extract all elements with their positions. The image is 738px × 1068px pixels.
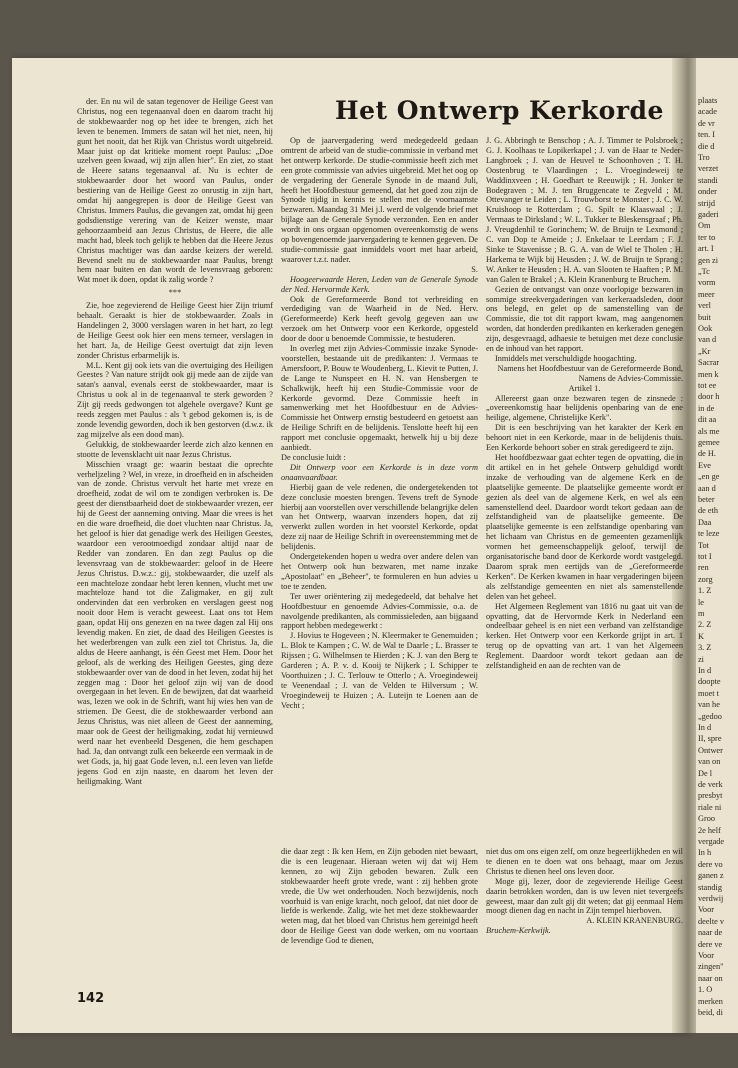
paragraph: Namens het Hoofdbestuur van de Gereformeerde Bond, xyxy=(497,363,683,373)
adjacent-page-fragment: de verk xyxy=(698,780,723,789)
paragraph: der. En nu wil de satan tegenover de Heilige Geest van Christus, nog een tegenaanval doen en daarom tracht hij de stokbewaarder nog op het idee te brengen, zich het leven te benemen. Immers de satan wil het niet, neen, hij gunt het nooit, dat het Rijk van Christus wordt uitgebreid. Maar juist op dat kritieke moment roept Paulus: „Doe uzelven geen kwaad, wij zijn allen hier". En ziet, zo staat de Heere satans tegenaanval af. Nu is echter de stokbewaarder door het woord van Paulus, onder bestiering van de Heilige Geest zo onrustig in zijn hart, omdat hij aangegrepen is door de Heilige Geest van Christus. Immers Paulus, die gevangen zat, omdat hij geen godsdienstige verering van de Keizer wenste, maar gehoorzaambeid aan Jezus Christus, de Heere, die alle macht had, bleek toch gelijk te hebben dat die Heere Jezus Christus machtiger was dan aardse keizers der wereld. Bevend snelt nu de stokbewaarder naar Paulus, brengt hem naar buiten en dan wordt de levensvraag geboren: Wat moet ik doen, opdat ik zalig worde ? xyxy=(77,97,273,285)
paragraph: De conclusie luidt : xyxy=(281,453,346,462)
paragraph: M.L. Kent gij ook iets van die overtuiging des Heiligen Geestes ? Van nature strijdt ook gij mede aan de zijde van satan's aanval, evenals eerst de stokbewaarder, maar is Christus u ook al in de tegenaanval te sterk geworden ? Zijt gij reeds gedwongen tot algehele overgave? Kunt ge reeds zeggen met Paulus : als 't gebod gekomen is, is de zonde levendig geworden, doch ik ben gestorven (d.w.z. ik zag mijzelve als een dood man). xyxy=(77,360,273,439)
adjacent-page-fragment: ter to xyxy=(698,232,716,242)
adjacent-page-fragment: Om xyxy=(698,221,711,231)
adjacent-page-fragment: le xyxy=(698,597,704,607)
adjacent-page-fragment: tot I xyxy=(698,552,712,561)
page-number: 142 xyxy=(77,991,105,1006)
paragraph: Namens de Advies-Commissie. xyxy=(578,373,683,383)
adjacent-page-fragment: dere ve xyxy=(698,939,723,949)
paragraph: J. Hovius te Hogeveen ; N. Kleermaker te Genemuiden ; L. Blok te Kampen ; C. W. de Wal te Daarle ; L. Brasser te Rijssen ; G. Wilhelmsen te Hierden ; K. J. van den Berg te Garderen ; A. P. v. d. Kooij te Nijkerk ; I. Schipper te Voorthuizen ; J. C. Terlouw te Otterlo ; A. Vroegindeweij te Veenendaal ; J. van de Velden te Hilversum ; W. Vroegindeweij te Huizen ; A. Luteijn te Loenen aan de Vecht ; xyxy=(281,631,478,710)
adjacent-page-fragment: acade xyxy=(698,107,717,117)
adjacent-page-fragment: ten. I xyxy=(698,130,716,140)
column-left xyxy=(77,97,273,985)
adjacent-page-fragment: ren xyxy=(698,563,709,573)
adjacent-page-fragment: gemee xyxy=(698,438,720,447)
adjacent-page-fragment: zorg xyxy=(698,574,713,584)
adjacent-page-fragment: „gedoo xyxy=(698,711,722,721)
adjacent-page-fragment: Voor xyxy=(698,905,714,915)
adjacent-page-fragment: 3. Z xyxy=(698,643,712,653)
adjacent-page-fragment: dere vo xyxy=(698,859,723,869)
adjacent-page-fragment: verzet xyxy=(698,164,719,174)
adjacent-page-fragment: In h xyxy=(698,848,712,858)
adjacent-page-fragment: dit aa xyxy=(698,415,717,425)
adjacent-page-fragment: 2. Z xyxy=(698,620,712,630)
adjacent-page-fragment: 2e helf xyxy=(698,825,721,835)
adjacent-page-fragment: Groo xyxy=(698,814,716,824)
adjacent-page-fragment: doopte xyxy=(698,677,721,687)
adjacent-page-fragment: merken xyxy=(698,996,723,1006)
adjacent-page-fragment: naar on xyxy=(698,973,723,983)
adjacent-page-fragment: „Tc xyxy=(698,267,710,276)
paragraph: Hierbij gaan de vele redenen, die ondergetekenden tot deze conclusie moesten brengen. Tevens treft de Synode hierbij aan voorstellen over verschillende belangrijke delen van het Ontwerp, waarvan inzenders hopen, dat zij verwerkt zullen worden in het voorstel Kerkorde, opdat deze zij naar de Heilige Schrift in overeenstemming met de belijdenis. xyxy=(281,482,478,552)
paragraph: Bruchem-Kerkwijk. xyxy=(486,926,551,936)
adjacent-page-fragment: gen zi xyxy=(698,255,719,265)
paragraph: S. xyxy=(471,264,478,274)
adjacent-page-fragment: beid, di xyxy=(698,1008,723,1017)
paragraph: In overleg met zijn Advies-Commissie inzake Synode-voorstellen, bestaande uit de predikanten: J. Vermaas te Amersfoort, P. Bouw te Woudenberg, L. Kievit te Putten, J. de Lange te Nunspeet en H. N. van Hensbergen te Schalkwijk, heeft hij een Studie-Commissie voor de Kerkorde gevormd. Deze Commissie heeft in samenwerking met het Hoofdbestuur en de Advies-Commissie het Ontwerp ernstig bestudeerd en getoetst aan de Heilige Schrift en de belijdenis. Tenslotte heeft hij een rapport met conclusie opgemaakt, hetwelk hij u bij deze aanbiedt. xyxy=(281,344,478,453)
paragraph: Gezien de ontvangst van onze voorlopige bezwaren in sommige streekvergaderingen van kerkeraadsleden, door ons belegd, en gelet op de samenstelling van de Commissie, die tot dit rapport kwam, mag aangenomen worden, dat honderden predikanten en kerkeraden genegen zijn, desgevraagd, adhaesie te betuigen met deze conclusie en de inhoud van het rapport. xyxy=(486,284,683,354)
paragraph: Inmiddels met verschuldigde hoogachting. xyxy=(495,353,637,363)
adjacent-page-fragment: Ook xyxy=(698,324,713,333)
adjacent-page-edge xyxy=(696,58,738,1033)
paragraph: Artikel 1. xyxy=(568,383,601,393)
adjacent-page-fragment: gaderi xyxy=(698,210,719,219)
adjacent-page-fragment: de vr xyxy=(698,118,715,128)
paragraph: Ondergetekenden hopen u wedra over andere delen van het Ontwerp ook hun bezwaren, met name inzake „Apostolaat" en „Beheer", te formuleren en hun advies u toe te zenden. xyxy=(281,552,478,591)
paragraph: Dit Ontwerp voor een Kerkorde is in deze vorm onaanvaardbaar. xyxy=(281,462,478,482)
paragraph: die daar zegt : Ik ken Hem, en Zijn geboden niet bewaart, die is een leugenaar. Hieraan weten wij dat wij Hem kennen, zo wij Zijn geboden bewaren. Zulk een stokbewaarder heeft grote vrede, want : zij hebben grote vrede, die Uw wet onderhouden. Noch bezwijdenis, noch voorhuid is van enige kracht, noch geloof, dat niet door de liefde is werkende. Zalig, wie het met deze stokbewaarder weten mag, dat het bloed van Christus hem gereinigd heeft door de Heilige Geest van dode werken, om nu voortaan de levendige God te dienen, xyxy=(281,847,478,946)
adjacent-page-fragment: zi xyxy=(698,654,704,664)
adjacent-page-fragment: In d xyxy=(698,666,712,675)
adjacent-page-fragment: ganen z xyxy=(698,871,724,881)
adjacent-page-fragment: De l xyxy=(698,768,713,778)
paragraph: *** xyxy=(168,288,182,298)
adjacent-page-fragment: In d xyxy=(698,723,712,732)
adjacent-page-fragment: in de xyxy=(698,403,715,413)
paragraph: Zie, hoe zegevierend de Heilige Geest hier Zijn triumf behaalt. Geraakt is hier de stokbewaarder. Zoals in Handelingen 2, 3000 verslagen waren in het hart, zo legt de Heilige Geest ook hier een mens terneer, verslagen in het hart. Ja, de Heilige Geest overtuigt dat zijn leven zonder Christus erbarmelijk is. xyxy=(77,301,273,360)
adjacent-page-fragment: presbyt xyxy=(698,791,723,801)
paragraph: A. KLEIN KRANENBURG. xyxy=(586,916,683,926)
paragraph: Hoogeerwaarde Heren, Leden van de Generale Synode der Ned. Hervormde Kerk. xyxy=(281,274,478,294)
adjacent-page-fragment: „en ge xyxy=(698,472,720,482)
adjacent-page-fragment: standi xyxy=(698,175,718,185)
adjacent-page-fragment: Sacrar xyxy=(698,358,720,368)
adjacent-page-fragment: naar de xyxy=(698,928,723,938)
paragraph: Ook de Gereformeerde Bond tot verbreiding en verdediging van de Waarheid in de Ned. Herv. (Gereformeerde) Kerk heeft gevolg gegeven aan uw verzoek om het Ontwerp voor een Kerkorde, opgesteld door de door u benoemde Commissie, te bestuderen. xyxy=(281,294,478,344)
adjacent-page-fragment: Voor xyxy=(698,951,714,960)
adjacent-page-fragment: art. I xyxy=(698,244,714,254)
adjacent-page-fragment: 1. O xyxy=(698,985,713,995)
adjacent-page-fragment: vorm xyxy=(698,278,716,288)
adjacent-page-fragment: de H. xyxy=(698,449,716,459)
adjacent-page-fragment: die d xyxy=(698,141,715,151)
adjacent-page-fragment: zingen" xyxy=(698,962,724,972)
paragraph: Misschien vraagt ge: waarin bestaat die oprechte verheljzeling ? Wel, in vreze, in droefheid en in afscheiden van de zonde. Christus vervult het harte met vreze en droefheid, zodat de wil om te zondigen verbroken is. De geest der dienstbaarheid doet de stokbewaarder vrezen, eer hij de Geest der aanneming ontving. Maar die vrees is het en die ware droefheid, die doet vluchten naar Christus. Ja, het geloof is hier dat genadige werk des Heiligen Geestes, waardoor een verootmoedigd zondaar altijd naar de Redder van zondaren. En dan zegt Paulus op die levensvraag van de stokbewaarder: geloof in de Heere Jezus Christus. D.w.z.: gij, stokbewaarder, die uzelf als een machteloze zondaar hebt leren kennen, vlucht met uw machteloze hand tot die Zaligmaker, en gij zult ondervinden dat een verbroken en verslagen geest nog nooit door Hem is veracht geweest. Laat ons tot Hem gaan, opdat Hij ons genezen en na twee dagen zal Hij ons levendig maken. En ziet, de daad des Heiligen Geestes is het wederbrengen van zulk een ziel tot Christus. Ja, die aldus de Heere aanhangt, is één Geest met Hem. Door het geloof, als de werking des Heiligen Geestes, ging deze stokbewaarder over van de dood in het leven, zodat hij het zeggen mag : Door het geloof zijn wij van de dood overgegaan in het leven. En de bewijzen, dat dat waarheid was, lezen we ook in de Schrift, want hij wies hen van de striemen. De Geest, die de stokbewaarder verbond aan Jezus Christus, was niet alleen de Geest der aanneming, maar ook de Geest der heiligmaking, zodat hij vernieuwd werd naar het evenbeeld Desgenen, die hem geschapen had. Ja, dan ontvangt zulk een bekeerde een vermaak in de wet Gods, ja, hij gaat Gode leven, n.l. een leven van liefde jegens God en zijn naaste, en daarom het leven der heiligmaking. Want xyxy=(77,459,273,786)
adjacent-page-fragment: van he xyxy=(698,700,720,710)
adjacent-page-fragment: riale ni xyxy=(698,802,722,812)
adjacent-page-fragment: door h xyxy=(698,392,720,402)
paragraph: Ter uwer oriëntering zij medegedeeld, dat behalve het Hoofdbestuur en genoemde Advies-Commissie, o.a. de navolgende predikanten, als commissieleden, aan bijgaand rapport hebben medegewerkt : xyxy=(281,591,478,631)
paragraph: niet dus om ons eigen zelf, om onze begeerlijkheden en wil te dienen en te doen wat ons behaagt, maar om Jezus Christus te dienen heel ons leven door. xyxy=(486,847,683,876)
adjacent-page-fragment: onder xyxy=(698,187,717,197)
column-right-upper xyxy=(486,136,683,842)
adjacent-page-fragment: Eve xyxy=(698,460,711,470)
adjacent-page-fragment: de eth xyxy=(698,506,719,516)
adjacent-page-fragment: verl xyxy=(698,301,711,311)
adjacent-page-fragment: tot ee xyxy=(698,381,717,390)
adjacent-page-fragment: men k xyxy=(698,369,719,379)
adjacent-page-fragment: moet t xyxy=(698,688,719,698)
paragraph: Het Algemeen Reglement van 1816 nu gaat uit van de opvatting, dat de Hervormde Kerk in Nederland een ondeelbaar geheel is en niet een verband van zelfstandige kerken. Het Ontwerp voor een Kerkorde grijpt in art. 1 terug op de opvatting van art. 1 van het Algemeen Reglement. Daardoor wordt tekort gedaan aan de zelfstandigheid en aan de rechten van de xyxy=(486,601,683,671)
article-title: Het Ontwerp Kerkorde xyxy=(335,96,664,125)
adjacent-page-fragment: 1. Z xyxy=(698,586,712,596)
column-right-lower xyxy=(486,847,683,987)
paragraph: Allereerst gaan onze bezwaren tegen de zinsnede : „overeenkomstig haar belijdenis openbaring van de ene heilige, algemene, Christelijke Kerk". xyxy=(486,393,683,423)
adjacent-page-fragment: Tro xyxy=(698,153,710,162)
adjacent-page-fragment: verdwij xyxy=(698,894,724,903)
adjacent-page-fragment: standig xyxy=(698,882,722,892)
paragraph: Dit is een beschrijving van het karakter der Kerk en behoort niet in een Kerkorde, maar in de belijdenis thuis. Een Kerkorde behoort sober en strak geredigeerd te zijn. xyxy=(486,423,683,453)
column-middle-upper xyxy=(281,136,478,842)
adjacent-page-fragment: plaats xyxy=(698,96,718,105)
paragraph: J. G. Abbringh te Benschop ; A. J. Timmer te Polsbroek ; G. J. Koolhaas te Lopikerkapel ; J. van de Haar te Neder-Langbroek ; J. van de Heuvel te Schoonhoven ; T. H. Oostenbrug te Vlaardingen ; L. Vroegindeweij te Waddinxveen ; H. Goedhart te Reeuwijk ; H. Jonker te Bodegraven ; M. J. ten Bruggencate te Zegveld ; M. Ottevanger te Leiden ; L. Trouwborst te Monster ; J. C. W. Kruishoop te Rotterdam ; G. Spilt te Klaaswaal ; J. Vermaas te Dirksland ; W. L. Tukker te Bleskensgraaf ; Ph. J. Vreugdenhil te Gorinchem; W. de Bruijn te Lexmond ; C. van Dop te Ameide ; J. Enkelaar te Leerdam ; F. J. Sinke te Stavenisse ; B. G. A. van de Wiel te Tholen ; H. Harkema te Wijk bij Heusden ; J. W. de Bruijn te Sprang ; W. Anker te Heusden ; H. A. van Slooten te Haaften ; P. M. van Galen te Brakel ; A. Klein Kranenburg te Bruchem. xyxy=(486,136,683,284)
paragraph: Het hoofdbezwaar gaat echter tegen de opvatting, die in dit artikel en in het gehele Ontwerp gehuldigd wordt inzake de verhouding van de algemene Kerk en de plaatselijke gemeente. De plaatselijke gemeente wordt er gezien als deel van de algemene Kerk, en wel als een samenstellend deel. Daardoor wordt tekort gedaan aan de zelfstandigheid van de plaatselijke gemeente. De plaatselijke gemeente is een zelfstandige openbaring van het lichaam van Christus en de gemeenten gezamenlijk vormen het gemeenschappelijk geloof, terwijl de organisatorische band door de Kerkorde wordt vastgelegd. Daarom sprak men eertijds van de „Gereformeerde Kerken". De Kerken kwamen in haar vergaderingen bijeen als zelfstandige gemeenten en niet als samenstellende delen van het geheel. xyxy=(486,453,683,601)
adjacent-page-fragment: buit xyxy=(698,312,711,322)
paragraph: Gelukkig, de stokbewaarder leerde zich alzo kennen en stootte de levensklacht uit naar Jezus Christus. xyxy=(77,439,273,459)
adjacent-page-fragment: meer xyxy=(698,289,715,299)
adjacent-page-fragment: Tot xyxy=(698,540,709,550)
adjacent-page-fragment: „Kr xyxy=(698,346,711,356)
column-middle-lower xyxy=(281,847,478,987)
adjacent-page-fragment: van on xyxy=(698,757,721,767)
adjacent-page-fragment: m xyxy=(698,609,705,618)
adjacent-page-fragment: Ontwer xyxy=(698,745,723,755)
adjacent-page-fragment: beter xyxy=(698,495,715,504)
adjacent-page-fragment: strijd xyxy=(698,198,716,208)
adjacent-page-fragment: als me xyxy=(698,426,720,436)
adjacent-page-fragment: Daa xyxy=(698,517,712,527)
adjacent-page-fragment: K xyxy=(698,631,704,641)
adjacent-page-fragment: vergade xyxy=(698,837,725,846)
adjacent-page-fragment: aan d xyxy=(698,483,716,493)
adjacent-page-fragment: te leze xyxy=(698,529,720,539)
adjacent-page-fragment: van d xyxy=(698,335,717,345)
paragraph: Op de jaarvergadering werd medegedeeld gedaan omtrent de arbeid van de studie-commissie in verband met het ontwerp kerkorde. De studie-commissie heeft zich met een grote commissie van advies uitgebreid. Met het oog op de vergadering der Generale Synode in de maand Juli, heeft het Hoofdbestuur gemeend, dat het goed zou zijn de Synode tijdig in kennis te stellen met de voornaamste bezwaren. Maandag 31 Mei j.l. werd de volgende brief met bijlage aan de Generale Synode verzonden. Een en ander wordt in ons orgaan opgenomen overeenkomstig de wens op bovengenoemde jaarvergadering te kennen gegeven. De studie-commissie gaat inmiddels voort met haar arbeid, waarover t.z.t. nader. xyxy=(281,136,478,264)
adjacent-page-fragment: II, spre xyxy=(698,734,722,744)
paragraph: Moge gij, lezer, door de zegevierende Heilige Geest daarin betrokken worden, dan is uw leven niet tevergeefs geweest, maar dan zult gij dit weten; dat gij eenmaal Hem moogt dienen dag en nacht in Zijn tempel hierboven. xyxy=(486,876,683,916)
adjacent-page-fragment: deelte v xyxy=(698,916,725,926)
